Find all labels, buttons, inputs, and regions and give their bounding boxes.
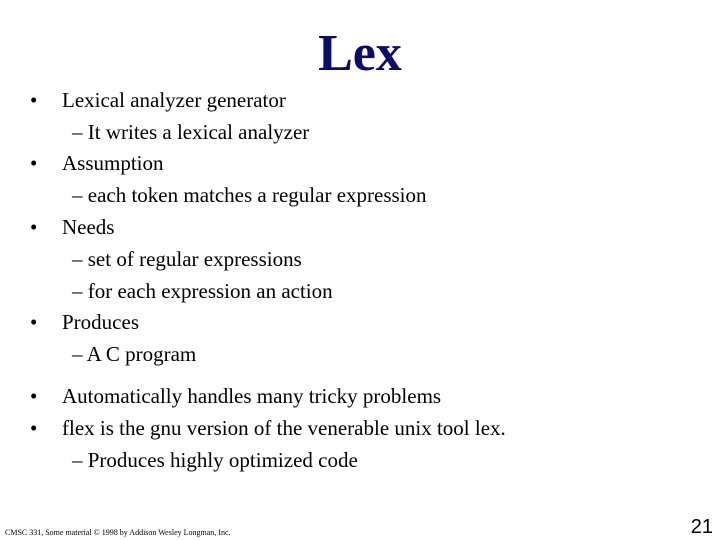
slide-title: Lex <box>318 25 402 82</box>
footer-credit: CMSC 331, Some material © 1998 by Addison Wesley Longman, Inc. <box>5 528 231 537</box>
page-number: 21 <box>690 516 713 538</box>
bullet-item: Needs <box>62 215 115 239</box>
bullet-item: Automatically handles many tricky problems <box>62 384 442 408</box>
bullet-item: flex is the gnu version of the venerable unix tool lex. <box>62 416 506 440</box>
bullet-icon: • <box>30 215 38 239</box>
sub-bullet-item: – A C program <box>72 342 197 366</box>
bullet-icon: • <box>30 310 38 334</box>
bullet-icon: • <box>30 416 38 440</box>
bullet-item: Produces <box>62 310 139 334</box>
bullet-item: Lexical analyzer generator <box>62 88 286 112</box>
bullet-icon: • <box>30 151 38 175</box>
bullet-icon: • <box>30 88 38 112</box>
sub-bullet-item: – for each expression an action <box>72 279 333 303</box>
bullet-item: Assumption <box>62 151 164 175</box>
sub-bullet-item: – set of regular expressions <box>72 247 302 271</box>
sub-bullet-item: – each token matches a regular expression <box>72 183 427 207</box>
sub-bullet-item: – It writes a lexical analyzer <box>72 120 310 144</box>
sub-bullet-item: – Produces highly optimized code <box>72 448 358 472</box>
bullet-icon: • <box>30 384 38 408</box>
